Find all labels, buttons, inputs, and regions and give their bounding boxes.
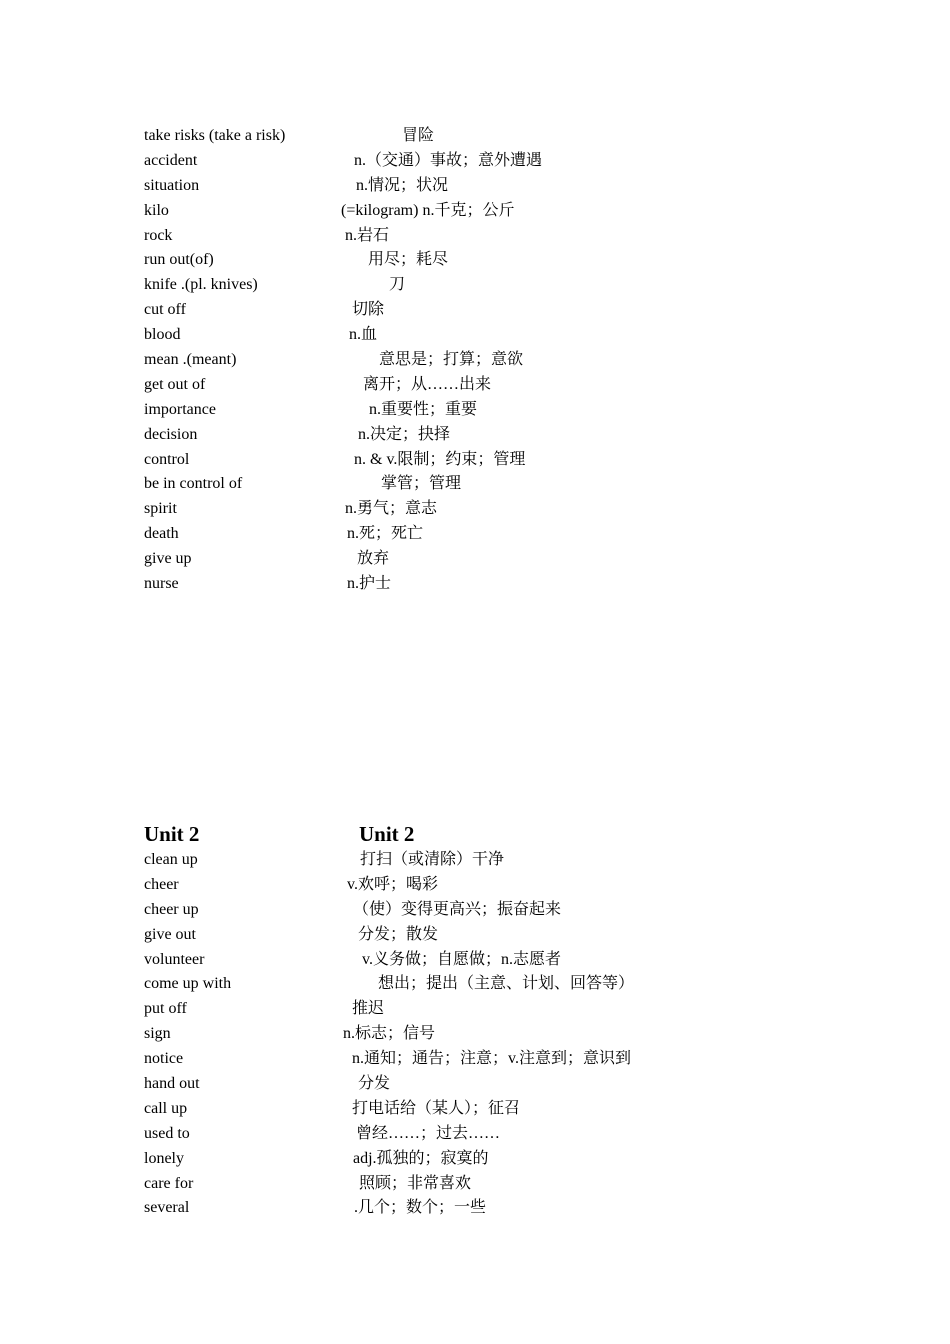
vocab-definition: n. & v.限制；约束；管理 <box>354 450 526 468</box>
vocab-row <box>144 1022 904 1047</box>
vocab-row <box>144 273 904 298</box>
vocab-row <box>144 972 904 997</box>
vocab-term: cut off <box>144 301 186 319</box>
vocab-definition: v.义务做；自愿做；n.志愿者 <box>362 950 561 968</box>
vocab-row <box>144 948 904 973</box>
vocab-row <box>144 898 904 923</box>
vocab-definition: 照顾；非常喜欢 <box>359 1174 472 1192</box>
vocab-definition: 意思是；打算；意欲 <box>379 351 524 369</box>
vocab-term: accident <box>144 151 198 169</box>
vocab-term: cheer <box>144 875 179 893</box>
vocab-definition: n.通知；通告；注意；v.注意到；意识到 <box>352 1050 631 1068</box>
vocab-row <box>144 547 904 572</box>
vocab-row <box>144 248 904 273</box>
vocab-term: care for <box>144 1174 194 1192</box>
vocab-row <box>144 373 904 398</box>
vocab-term: call up <box>144 1099 188 1117</box>
vocab-definition: 放弃 <box>357 550 390 568</box>
vocab-definition: n.重要性；重要 <box>369 400 478 418</box>
vocab-definition: n.情况；状况 <box>356 176 449 194</box>
vocab-term: take risks (take a risk) <box>144 127 286 144</box>
vocab-row <box>144 149 904 174</box>
vocab-row <box>144 348 904 373</box>
vocab-definition: n.决定；抉择 <box>358 425 451 443</box>
vocab-definition: 用尽；耗尽 <box>368 251 449 269</box>
vocab-row <box>144 1072 904 1097</box>
vocab-row <box>144 572 904 597</box>
vocab-term: spirit <box>144 500 177 518</box>
vocab-term: run out(of) <box>144 251 214 269</box>
vocab-row <box>144 323 904 348</box>
vocab-row <box>144 997 904 1022</box>
vocab-definition: 切除 <box>352 301 385 319</box>
vocab-definition: n.标志；信号 <box>343 1025 436 1043</box>
vocab-term: knife .(pl. knives) <box>144 276 258 294</box>
vocab-row <box>144 224 904 249</box>
vocab-term: mean .(meant) <box>144 351 237 369</box>
vocab-term: rock <box>144 226 173 244</box>
vocab-row <box>144 199 904 224</box>
vocab-definition: 刀 <box>389 276 406 294</box>
vocab-term: come up with <box>144 975 232 993</box>
vocab-definition: .几个；数个；一些 <box>354 1199 487 1217</box>
vocab-term: notice <box>144 1050 184 1068</box>
vocab-term: cheer up <box>144 900 199 918</box>
vocab-term: importance <box>144 400 216 418</box>
vocab-term: several <box>144 1199 190 1217</box>
vocab-row <box>144 1196 904 1221</box>
vocab-term: used to <box>144 1124 190 1142</box>
vocab-term: sign <box>144 1025 171 1043</box>
vocab-definition: 冒险 <box>402 127 435 144</box>
vocab-row <box>144 124 904 149</box>
vocab-definition: 掌管；管理 <box>381 475 462 493</box>
vocab-term: put off <box>144 1000 187 1018</box>
vocab-term: volunteer <box>144 950 205 968</box>
vocab-definition: n.岩石 <box>345 226 390 244</box>
vocab-row <box>144 873 904 898</box>
vocab-row <box>144 1172 904 1197</box>
vocab-definition: 离开；从……出来 <box>363 375 492 393</box>
vocab-definition: 分发 <box>358 1075 391 1093</box>
vocab-row <box>144 1097 904 1122</box>
unit-heading-right: Unit 2 <box>359 822 415 846</box>
vocab-definition: （使）变得更高兴；振奋起来 <box>353 900 562 918</box>
vocab-row <box>144 1047 904 1072</box>
unit-heading <box>144 820 904 848</box>
vocab-definition: adj.孤独的；寂寞的 <box>353 1149 489 1167</box>
vocab-row <box>144 448 904 473</box>
vocab-definition: 想出；提出（主意、计划、回答等） <box>378 975 635 993</box>
vocab-term: clean up <box>144 851 198 868</box>
vocab-row <box>144 1122 904 1147</box>
vocab-term: situation <box>144 176 200 194</box>
vocabulary-list-unit-2 <box>144 820 904 1221</box>
vocab-term: control <box>144 450 190 468</box>
vocab-row <box>144 1147 904 1172</box>
vocab-definition: n.勇气；意志 <box>345 500 438 518</box>
vocab-row <box>144 298 904 323</box>
vocab-term: lonely <box>144 1149 184 1167</box>
vocab-definition: n.护士 <box>347 575 392 593</box>
vocab-definition: n.死；死亡 <box>347 525 424 543</box>
vocab-definition: 分发；散发 <box>358 925 439 943</box>
vocab-row <box>144 923 904 948</box>
vocab-definition: 推迟 <box>352 1000 385 1018</box>
vocab-term: kilo <box>144 201 169 219</box>
vocab-definition: n.血 <box>349 326 378 344</box>
vocab-row <box>144 174 904 199</box>
vocabulary-list-unit-1 <box>144 124 904 597</box>
vocab-term: death <box>144 525 179 543</box>
vocab-definition: v.欢呼；喝彩 <box>347 875 438 893</box>
vocab-row <box>144 497 904 522</box>
vocab-term: decision <box>144 425 198 443</box>
vocab-term: blood <box>144 326 181 344</box>
vocab-row <box>144 423 904 448</box>
vocab-term: nurse <box>144 575 179 593</box>
vocab-definition: 打电话给（某人）；征召 <box>352 1099 521 1117</box>
vocab-row <box>144 848 904 873</box>
vocab-definition: 曾经……；过去…… <box>356 1124 501 1142</box>
vocab-row <box>144 522 904 547</box>
vocab-row <box>144 472 904 497</box>
vocab-term: give up <box>144 550 192 568</box>
vocab-term: be in control of <box>144 475 243 493</box>
vocab-term: hand out <box>144 1075 200 1093</box>
vocab-term: get out of <box>144 375 206 393</box>
vocab-definition: 打扫（或清除）干净 <box>360 851 505 868</box>
vocab-row <box>144 398 904 423</box>
unit-heading-left: Unit 2 <box>144 822 200 846</box>
vocab-definition: n.（交通）事故；意外遭遇 <box>354 151 543 169</box>
vocab-definition: (=kilogram) n.千克；公斤 <box>341 201 515 219</box>
vocab-term: give out <box>144 925 196 943</box>
